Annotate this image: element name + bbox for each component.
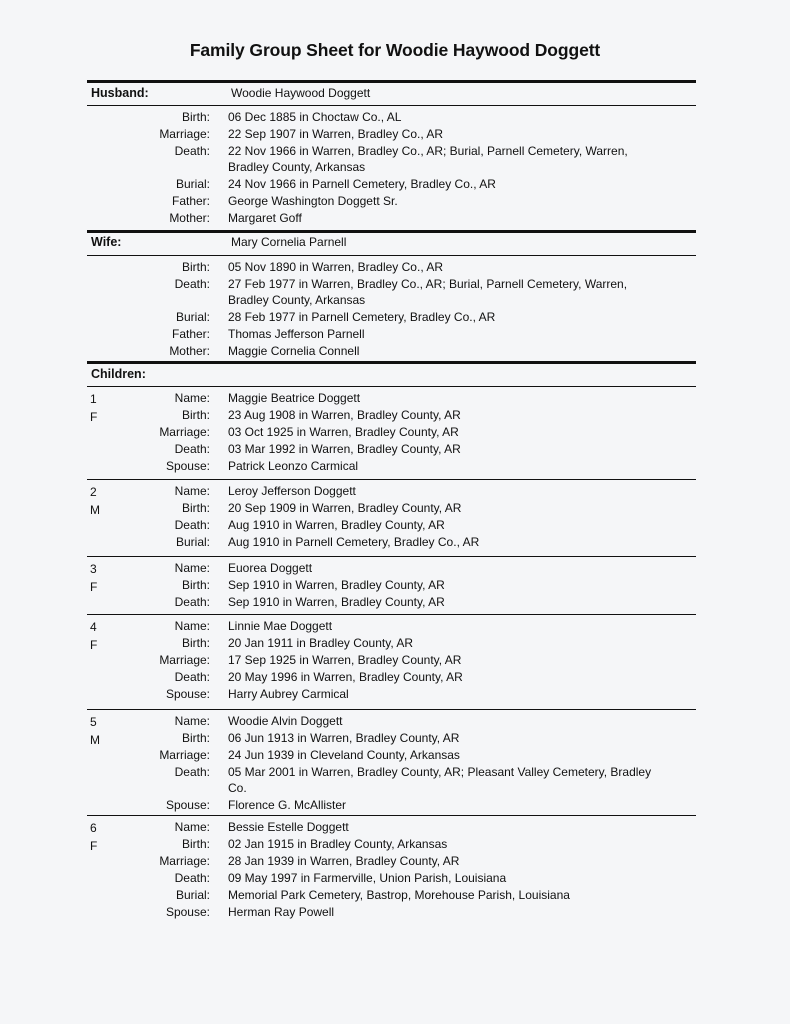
fact-value: Patrick Leonzo Carmical — [228, 459, 359, 473]
fact-row — [87, 343, 696, 360]
fact-row — [87, 836, 696, 853]
child-number: 4 — [90, 620, 97, 634]
fact-value: Sep 1910 in Warren, Bradley County, AR — [228, 595, 445, 609]
fact-label: Birth: — [181, 110, 210, 124]
child-sex: M — [90, 503, 100, 517]
fact-row — [87, 635, 696, 652]
fact-value: Aug 1910 in Parnell Cemetery, Bradley Co., AR — [228, 535, 480, 549]
fact-row — [87, 904, 696, 921]
fact-row — [87, 176, 696, 193]
fact-label: Father: — [171, 194, 210, 208]
fact-row — [87, 143, 696, 174]
child-facts — [87, 390, 696, 475]
fact-label: Birth: — [181, 636, 210, 650]
fact-label: Marriage: — [159, 748, 210, 762]
fact-row — [87, 441, 696, 458]
fact-label: Name: — [174, 820, 210, 834]
wife-facts — [87, 259, 696, 360]
child-divider — [87, 479, 696, 480]
fact-label: Mother: — [169, 211, 210, 225]
child-facts — [87, 560, 696, 611]
fact-value: 06 Jun 1913 in Warren, Bradley County, AR — [228, 731, 460, 745]
child-divider — [87, 614, 696, 615]
fact-value: Florence G. McAllister — [228, 798, 347, 812]
fact-row — [87, 747, 696, 764]
fact-row — [87, 407, 696, 424]
fact-label: Death: — [174, 442, 210, 456]
fact-value: 03 Oct 1925 in Warren, Bradley County, AR — [228, 425, 459, 439]
fact-value: 24 Nov 1966 in Parnell Cemetery, Bradley Co., AR — [228, 177, 496, 191]
fact-value: 03 Mar 1992 in Warren, Bradley County, AR — [228, 442, 461, 456]
fact-label: Spouse: — [165, 905, 210, 919]
child-sex: F — [90, 580, 98, 594]
fact-value: 20 May 1996 in Warren, Bradley County, AR — [228, 670, 463, 684]
fact-label: Name: — [174, 561, 210, 575]
fact-row — [87, 193, 696, 210]
fact-row — [87, 326, 696, 343]
child-sex: F — [90, 410, 98, 424]
fact-value: Harry Aubrey Carmical — [228, 687, 349, 701]
section-divider — [87, 255, 696, 256]
fact-value: Linnie Mae Doggett — [228, 619, 333, 633]
fact-row — [87, 652, 696, 669]
children-label: Children: — [91, 367, 146, 381]
fact-row — [87, 730, 696, 747]
fact-value: Euorea Doggett — [228, 561, 313, 575]
fact-value: 23 Aug 1908 in Warren, Bradley County, AR — [228, 408, 461, 422]
fact-row — [87, 594, 696, 611]
fact-row — [87, 276, 696, 307]
fact-value: 17 Sep 1925 in Warren, Bradley County, AR — [228, 653, 462, 667]
fact-row — [87, 819, 696, 836]
fact-label: Spouse: — [165, 798, 210, 812]
child-number: 3 — [90, 562, 97, 576]
fact-label: Name: — [174, 619, 210, 633]
child-facts — [87, 713, 696, 814]
fact-label: Marriage: — [159, 127, 210, 141]
fact-label: Marriage: — [159, 854, 210, 868]
fact-label: Marriage: — [159, 653, 210, 667]
section-rule — [87, 80, 696, 83]
fact-row — [87, 853, 696, 870]
husband-name: Woodie Haywood Doggett — [231, 86, 371, 100]
fact-label: Burial: — [175, 888, 210, 902]
fact-row — [87, 669, 696, 686]
child-sex: F — [90, 638, 98, 652]
fact-value: Aug 1910 in Warren, Bradley County, AR — [228, 518, 445, 532]
fact-row — [87, 109, 696, 126]
fact-label: Birth: — [181, 260, 210, 274]
husband-facts — [87, 109, 696, 227]
fact-row — [87, 686, 696, 703]
fact-row — [87, 483, 696, 500]
child-divider — [87, 815, 696, 816]
section-rule — [87, 361, 696, 364]
child-divider — [87, 556, 696, 557]
fact-row — [87, 534, 696, 551]
fact-row — [87, 870, 696, 887]
fact-row — [87, 126, 696, 143]
fact-label: Marriage: — [159, 425, 210, 439]
fact-row — [87, 424, 696, 441]
fact-value: 05 Mar 2001 in Warren, Bradley County, AR; Pleasant Valley Cemetery, Bradley Co. — [228, 765, 652, 795]
child-number: 5 — [90, 715, 97, 729]
fact-value: 09 May 1997 in Farmerville, Union Parish, Louisiana — [228, 871, 507, 885]
fact-label: Spouse: — [165, 459, 210, 473]
fact-label: Birth: — [181, 578, 210, 592]
fact-row — [87, 577, 696, 594]
fact-label: Spouse: — [165, 687, 210, 701]
fact-label: Death: — [174, 595, 210, 609]
fact-row — [87, 210, 696, 227]
fact-label: Birth: — [181, 408, 210, 422]
wife-name: Mary Cornelia Parnell — [231, 235, 347, 249]
fact-row — [87, 500, 696, 517]
section-rule — [87, 230, 696, 233]
section-divider — [87, 105, 696, 106]
fact-row — [87, 764, 696, 795]
husband-label: Husband: — [91, 86, 149, 100]
page-title: Family Group Sheet for Woodie Haywood Doggett — [189, 40, 601, 60]
fact-value: Margaret Goff — [228, 211, 302, 225]
fact-row — [87, 309, 696, 326]
fact-label: Death: — [174, 871, 210, 885]
fact-value: 22 Sep 1907 in Warren, Bradley Co., AR — [228, 127, 444, 141]
fact-value: 24 Jun 1939 in Cleveland County, Arkansas — [228, 748, 460, 762]
child-facts — [87, 618, 696, 703]
child-facts — [87, 483, 696, 551]
fact-label: Birth: — [181, 837, 210, 851]
fact-value: Memorial Park Cemetery, Bastrop, Morehouse Parish, Louisiana — [228, 888, 570, 902]
child-sex: F — [90, 839, 98, 853]
fact-value: 20 Sep 1909 in Warren, Bradley County, AR — [228, 501, 462, 515]
fact-value: 28 Jan 1939 in Warren, Bradley County, AR — [228, 854, 460, 868]
child-facts — [87, 819, 696, 921]
fact-value: 22 Nov 1966 in Warren, Bradley Co., AR; Burial, Parnell Cemetery, Warren, Bradley County, Arkansas — [228, 144, 628, 174]
fact-row — [87, 390, 696, 407]
fact-label: Mother: — [169, 344, 210, 358]
fact-value: 28 Feb 1977 in Parnell Cemetery, Bradley Co., AR — [228, 310, 496, 324]
child-divider — [87, 386, 696, 387]
child-divider — [87, 709, 696, 710]
fact-row — [87, 713, 696, 730]
fact-value: Thomas Jefferson Parnell — [228, 327, 365, 341]
fact-label: Birth: — [181, 731, 210, 745]
fact-row — [87, 560, 696, 577]
fact-value: Woodie Alvin Doggett — [228, 714, 343, 728]
child-number: 1 — [90, 392, 97, 406]
child-sex: M — [90, 733, 100, 747]
fact-value: 06 Dec 1885 in Choctaw Co., AL — [228, 110, 402, 124]
fact-label: Burial: — [175, 177, 210, 191]
fact-label: Name: — [174, 714, 210, 728]
fact-row — [87, 887, 696, 904]
child-number: 2 — [90, 485, 97, 499]
fact-value: 02 Jan 1915 in Bradley County, Arkansas — [228, 837, 448, 851]
fact-label: Name: — [174, 484, 210, 498]
fact-value: Sep 1910 in Warren, Bradley County, AR — [228, 578, 445, 592]
fact-value: Maggie Beatrice Doggett — [228, 391, 361, 405]
fact-row — [87, 618, 696, 635]
fact-label: Burial: — [175, 310, 210, 324]
fact-label: Death: — [174, 670, 210, 684]
fact-label: Death: — [174, 144, 210, 158]
fact-row — [87, 797, 696, 814]
fact-row — [87, 458, 696, 475]
fact-label: Death: — [174, 765, 210, 779]
fact-value: Bessie Estelle Doggett — [228, 820, 349, 834]
child-number: 6 — [90, 821, 97, 835]
fact-label: Name: — [174, 391, 210, 405]
fact-value: Herman Ray Powell — [228, 905, 335, 919]
wife-label: Wife: — [91, 235, 122, 249]
fact-label: Death: — [174, 277, 210, 291]
fact-row — [87, 517, 696, 534]
fact-value: 20 Jan 1911 in Bradley County, AR — [228, 636, 414, 650]
fact-label: Burial: — [175, 535, 210, 549]
fact-value: Maggie Cornelia Connell — [228, 344, 360, 358]
fact-value: George Washington Doggett Sr. — [228, 194, 398, 208]
fact-value: Leroy Jefferson Doggett — [228, 484, 356, 498]
fact-value: 27 Feb 1977 in Warren, Bradley Co., AR; Burial, Parnell Cemetery, Warren, Bradley County, Arkansas — [228, 277, 628, 307]
fact-label: Father: — [171, 327, 210, 341]
fact-value: 05 Nov 1890 in Warren, Bradley Co., AR — [228, 260, 443, 274]
fact-label: Death: — [174, 518, 210, 532]
fact-row — [87, 259, 696, 276]
fact-label: Birth: — [181, 501, 210, 515]
